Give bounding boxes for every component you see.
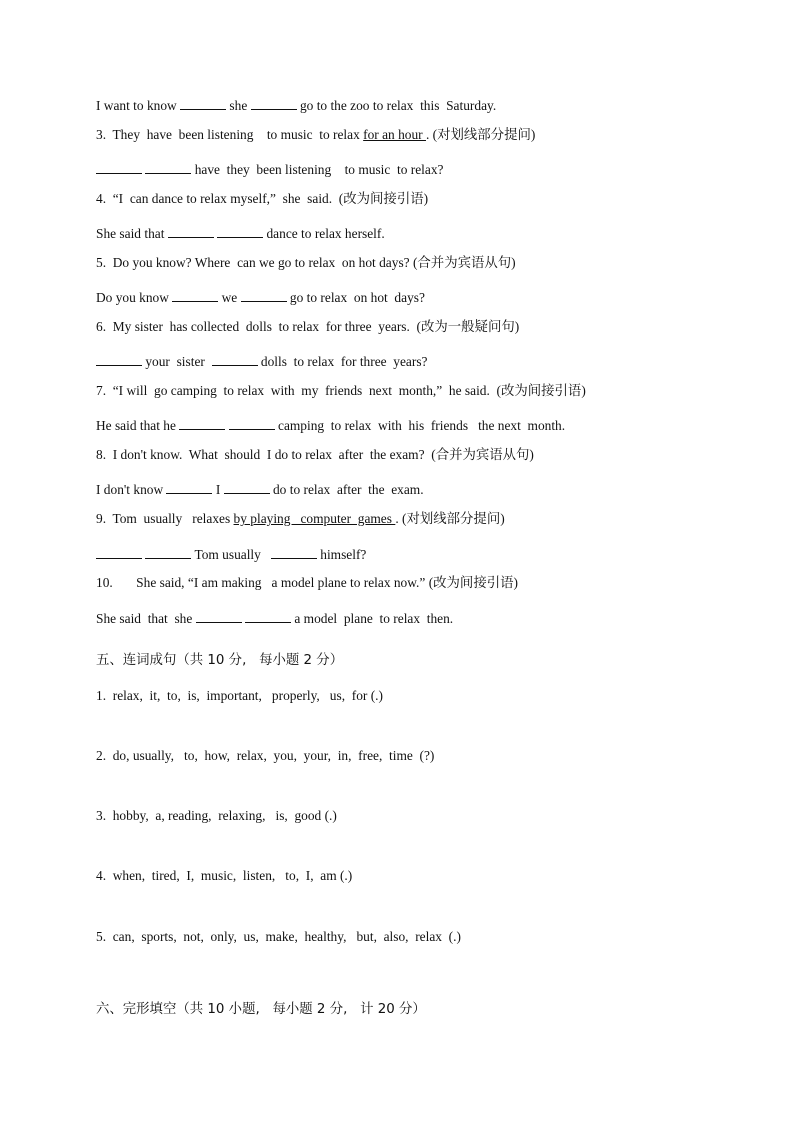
answer-4: She said that dance to relax herself. [96, 226, 385, 241]
answer-blank[interactable] [180, 97, 226, 110]
answer-blank[interactable] [212, 353, 258, 366]
sentence-line: I want to know she go to the zoo to relax this Saturday. [96, 98, 497, 113]
section-5-item-2: 2. do, usually, to, how, relax, you, your, in, free, time (?) [96, 748, 435, 763]
underlined-part: for an hour [363, 127, 426, 142]
answer-blank[interactable] [168, 225, 214, 238]
answer-blank[interactable] [172, 289, 218, 302]
question-7: 7. “I will go camping to relax with my friends next month,” he said. (改为间接引语) [96, 383, 586, 398]
answer-6: your sister dolls to relax for three years? [96, 353, 427, 371]
section-5-item-1: 1. relax, it, to, is, important, properly, us, for (.) [96, 688, 383, 703]
answer-blank[interactable] [96, 546, 142, 559]
answer-blank[interactable] [179, 417, 225, 430]
answer-9: Tom usually himself? [96, 546, 366, 564]
answer-10: She said that she a model plane to relax then. [96, 611, 454, 626]
section-5-title: 五、连词成句（共 10 分, 每小题 2 分） [96, 653, 344, 668]
answer-blank[interactable] [96, 161, 142, 174]
answer-8: I don't know I do to relax after the exam. [96, 482, 424, 497]
section-5-item-5: 5. can, sports, not, only, us, make, healthy, but, also, relax (.) [96, 929, 461, 944]
question-8: 8. I don't know. What should I do to relax after the exam? (合并为宾语从句) [96, 447, 534, 462]
section-5-item-4: 4. when, tired, I, music, listen, to, I, am (.) [96, 868, 353, 883]
answer-blank[interactable] [166, 481, 212, 494]
question-9: 9. Tom usually relaxes by playing computer games . (对划线部分提问) [96, 511, 505, 526]
answer-blank[interactable] [196, 610, 242, 623]
underlined-part: by playing computer games [233, 511, 396, 526]
question-5: 5. Do you know? Where can we go to relax on hot days? (合并为宾语从句) [96, 255, 516, 270]
answer-blank[interactable] [251, 97, 297, 110]
answer-blank[interactable] [271, 546, 317, 559]
answer-5: Do you know we go to relax on hot days? [96, 290, 425, 305]
answer-7: He said that he camping to relax with his friends the next month. [96, 418, 566, 433]
question-10: 10. She said, “I am making a model plane to relax now.” (改为间接引语) [96, 575, 518, 590]
answer-blank[interactable] [229, 417, 275, 430]
question-6: 6. My sister has collected dolls to relax for three years. (改为一般疑问句) [96, 319, 520, 334]
answer-blank[interactable] [145, 546, 191, 559]
answer-blank[interactable] [245, 610, 291, 623]
question-3: 3. They have been listening to music to relax for an hour . (对划线部分提问) [96, 127, 536, 142]
section-5-item-3: 3. hobby, a, reading, relaxing, is, good (.) [96, 808, 337, 823]
answer-blank[interactable] [96, 353, 142, 366]
question-4: 4. “I can dance to relax myself,” she said. (改为间接引语) [96, 191, 429, 206]
answer-3: have they been listening to music to relax? [96, 161, 443, 179]
answer-blank[interactable] [145, 161, 191, 174]
section-6-title: 六、完形填空（共 10 小题, 每小题 2 分, 计 20 分） [96, 1002, 426, 1017]
answer-blank[interactable] [241, 289, 287, 302]
answer-blank[interactable] [217, 225, 263, 238]
answer-blank[interactable] [224, 481, 270, 494]
